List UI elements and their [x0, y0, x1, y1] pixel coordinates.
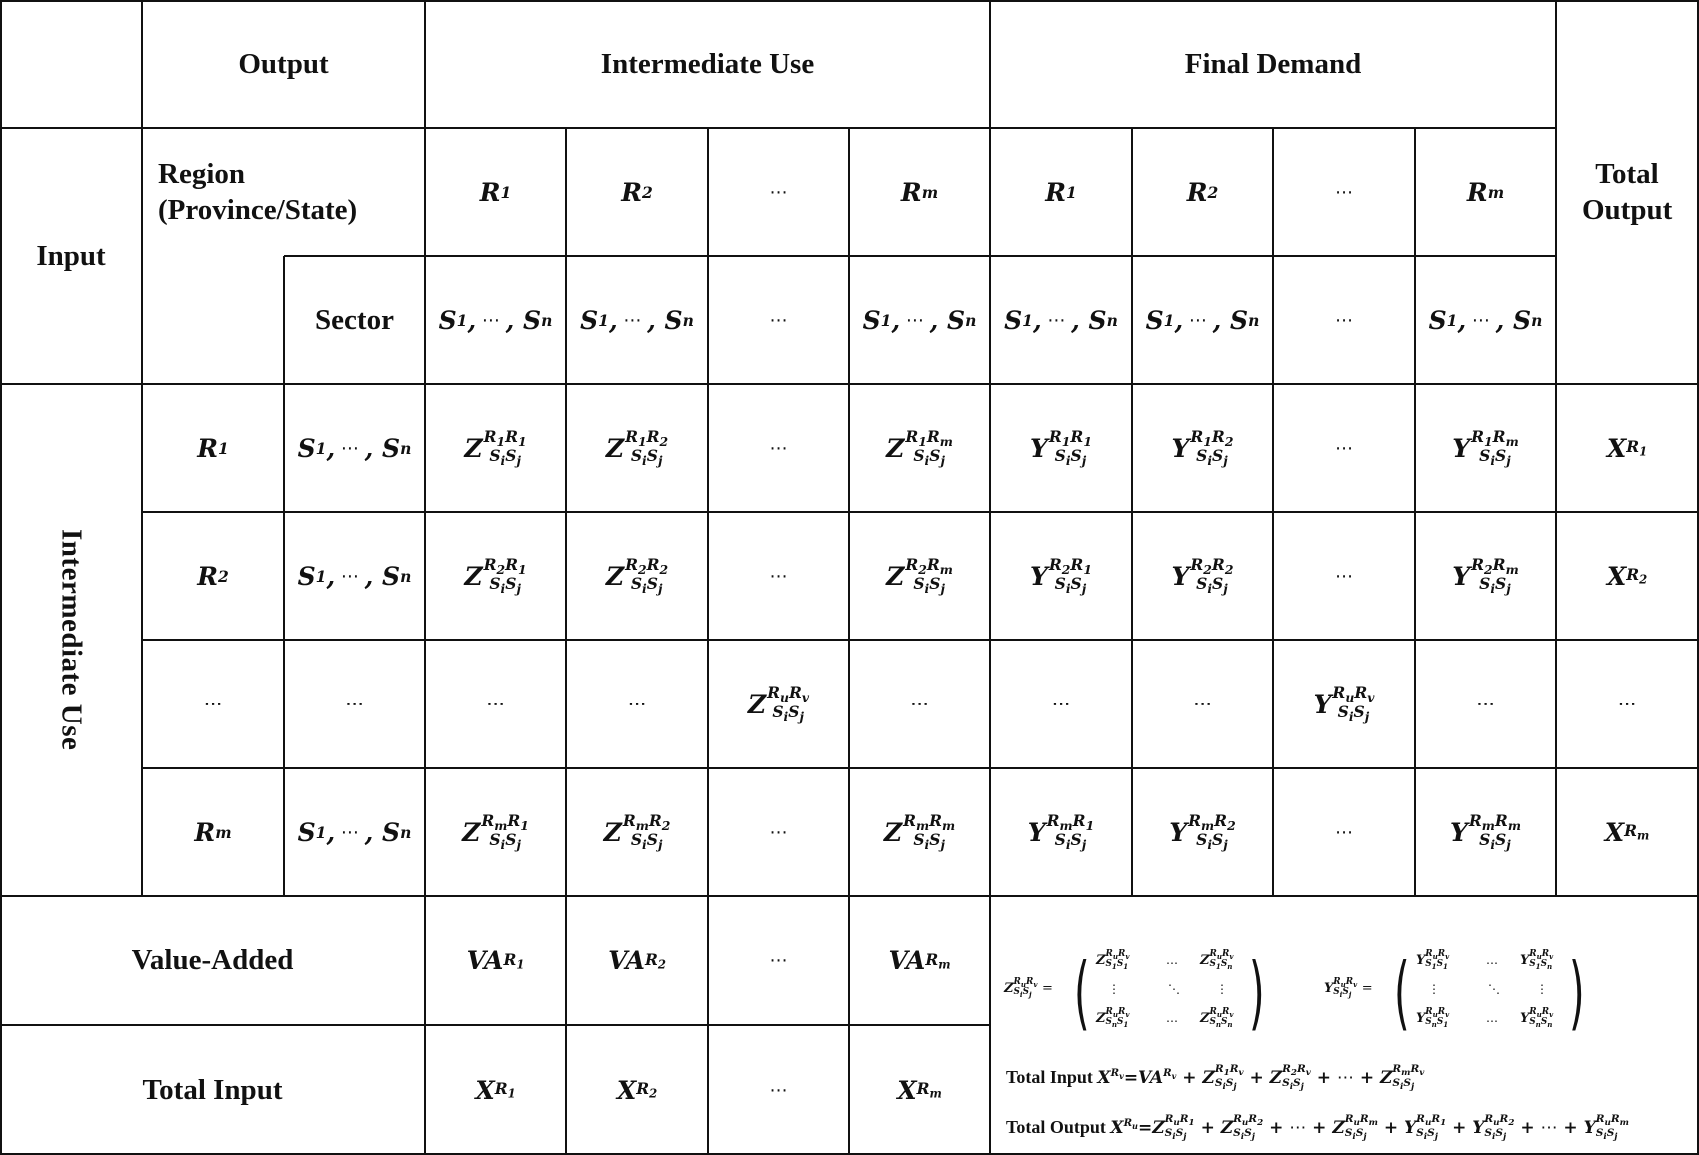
value-added-label: Value-Added: [131, 944, 294, 977]
total-input-formula: Total Input $X^{R_v}=VA^{R_v} + Z$ $R_1R_v$ $S_iS_j$ + Z $R_2R_v$ $S_iS_j$ + ⋯ + Z $R_mR_v$ $S_iS_j$: [1006, 1063, 1425, 1093]
y-rm-ellipsis: ⋯: [1335, 821, 1353, 843]
total-input-r2: X $R_2$: [616, 1075, 658, 1105]
fd-sector-r1: S 1 , ⋯ , S n: [1004, 305, 1118, 335]
iu-sector-r2: S 1 , ⋯ , S n: [580, 305, 694, 335]
y-r2-rm: Y $R_2R_m$ $S_iS_j$: [1452, 554, 1519, 597]
z-rm-rm: Z $R_mR_m$ $S_iS_j$: [883, 810, 956, 853]
y-rm-r2: Y $R_mR_2$ $S_iS_j$: [1169, 810, 1236, 853]
total-output-formula: Total Output $X^{R_u}=Z$ $R_uR_1$ $S_iS_j$ + Z $R_uR_2$ $S_iS_j$ + ⋯ + Z $R_uR_m$ $S_iS_j$ + Y $R_uR_1$ $S_iS_j$ + Y $R_uR_2$ $S_iS_j$ + ⋯ + Y $R_uR_m$ $S_iS_j$: [1006, 1113, 1629, 1143]
z-ellipsis-r1: ⋮: [485, 695, 506, 713]
z-ellipsis-rm: ⋮: [909, 695, 930, 713]
z-rm-ellipsis: ⋯: [769, 821, 788, 843]
fd-region-r1: R 1: [1045, 177, 1077, 207]
input-header: Input: [36, 239, 106, 272]
value-added-rm: VA $R_m$: [888, 946, 951, 975]
iu-region-ellipsis: ⋯: [769, 181, 788, 203]
fd-sector-r2: S 1 , ⋯ , S n: [1145, 305, 1260, 335]
y-matrix-definition: Y $R_uR_v$ $S_iS_j$ = ( ) Y $R_uR_v$ $S_1S_1$ ⋯ Y $R_uR_v$ $S_1S_n$ ⋮ ⋱ ⋮ Y $R_uR_v$ $S_nS_1$ ⋯ Y $R_uR_v$ $S_nS_n$: [1324, 946, 1585, 1039]
z-rm-r1: Z $R_mR_1$ $S_iS_j$: [462, 810, 529, 853]
y-r2-ellipsis: ⋯: [1335, 565, 1353, 587]
total-input-r1: X $R_1$: [475, 1075, 516, 1105]
row-sector-r1: S 1 , ⋯ , S n: [297, 433, 412, 463]
region-header: Region (Province/State): [158, 157, 358, 226]
z-r2-r1: Z $R_2R_1$ $S_iS_j$: [464, 554, 527, 597]
y-r2-r2: Y $R_2R_2$ $S_iS_j$: [1171, 554, 1234, 597]
total-input-rm: X $R_m$: [897, 1075, 942, 1105]
fd-region-rm: R m: [1466, 177, 1505, 207]
total-output-ellipsis: ⋮: [1616, 695, 1638, 713]
total-input-ellipsis: ⋯: [769, 1079, 788, 1101]
y-ellipsis-r2: ⋮: [1192, 695, 1213, 713]
z-r1-ellipsis: ⋯: [769, 437, 788, 459]
iu-region-r2: R 2: [621, 177, 653, 207]
fd-region-ellipsis: ⋯: [1335, 181, 1353, 203]
value-added-r2: VA $R_2$: [608, 946, 666, 975]
fd-sector-rm: S 1 , ⋯ , S n: [1428, 305, 1543, 335]
iu-region-r1: R 1: [479, 177, 512, 207]
z-r1-r1: Z $R_1R_1$ $S_iS_j$: [464, 426, 527, 469]
row-sector-rm: S 1 , ⋯ , S n: [297, 817, 412, 847]
row-region-r1: R 1: [197, 433, 229, 463]
y-rm-rm: Y $R_mR_m$ $S_iS_j$: [1450, 810, 1521, 853]
z-rm-r2: Z $R_mR_2$ $S_iS_j$: [603, 810, 671, 853]
total-output-r1: X $R_1$: [1606, 433, 1648, 463]
iu-region-rm: R m: [900, 177, 939, 207]
intermediate-use-header: Intermediate Use: [600, 47, 815, 80]
value-added-ellipsis: ⋯: [769, 950, 788, 971]
row-sector-r2: S 1 , ⋯ , S n: [297, 561, 412, 591]
z-matrix-definition: Z $R_uR_v$ $S_iS_j$ = ( ) Z $R_uR_v$ $S_1S_1$ ⋯ Z $R_uR_v$ $S_1S_n$ ⋮ ⋱ ⋮ Z $R_uR_v$ $S_nS_1$ ⋯ Z $R_uR_v$ $S_nS_n$: [1004, 946, 1265, 1039]
row-region-r2: R 2: [197, 561, 229, 591]
z-ellipsis-ellipsis: Z $R_uR_v$ $S_iS_j$: [747, 682, 810, 725]
z-r2-rm: Z $R_2R_m$ $S_iS_j$: [886, 554, 953, 597]
total-input-label: Total Input: [142, 1073, 283, 1106]
final-demand-header: Final Demand: [1184, 47, 1362, 80]
sector-header: Sector: [315, 303, 394, 336]
y-rm-r1: Y $R_mR_1$ $S_iS_j$: [1027, 810, 1095, 853]
total-output-rm: X $R_m$: [1604, 817, 1650, 847]
y-r1-ellipsis: ⋯: [1335, 437, 1353, 459]
y-r1-r2: Y $R_1R_2$ $S_iS_j$: [1171, 426, 1234, 469]
y-ellipsis-ellipsis: Y $R_uR_v$ $S_iS_j$: [1313, 682, 1375, 725]
iu-sector-ellipsis: ⋯: [769, 309, 788, 331]
row-region-ellipsis: ⋮: [202, 695, 224, 713]
row-group-intermediate-use: Intermediate Use: [55, 529, 88, 751]
z-r1-r2: Z $R_1R_2$ $S_iS_j$: [605, 426, 669, 469]
row-sector-ellipsis: ⋮: [344, 695, 365, 713]
total-output-r2: X $R_2$: [1606, 561, 1648, 591]
value-added-r1: VA $R_1$: [466, 946, 525, 975]
iu-sector-rm: S 1 , ⋯ , S n: [862, 305, 977, 335]
row-region-rm: R m: [194, 817, 232, 847]
fd-sector-ellipsis: ⋯: [1335, 309, 1353, 331]
output-header: Output: [238, 47, 329, 80]
y-r1-rm: Y $R_1R_m$ $S_iS_j$: [1452, 426, 1519, 469]
fd-region-r2: R 2: [1186, 177, 1219, 207]
total-output-header: Total Output: [1582, 157, 1673, 226]
notes-panel: [990, 896, 1698, 1155]
y-ellipsis-rm: ⋮: [1475, 695, 1496, 713]
z-r1-rm: Z $R_1R_m$ $S_iS_j$: [886, 426, 953, 469]
y-r2-r1: Y $R_2R_1$ $S_iS_j$: [1030, 554, 1092, 597]
iu-sector-r1: S 1 , ⋯ , S n: [438, 305, 553, 335]
z-ellipsis-r2: ⋮: [626, 695, 648, 713]
y-ellipsis-r1: ⋮: [1050, 695, 1072, 713]
z-r2-ellipsis: ⋯: [769, 565, 788, 587]
z-r2-r2: Z $R_2R_2$ $S_iS_j$: [605, 554, 669, 597]
y-r1-r1: Y $R_1R_1$ $S_iS_j$: [1030, 426, 1092, 469]
